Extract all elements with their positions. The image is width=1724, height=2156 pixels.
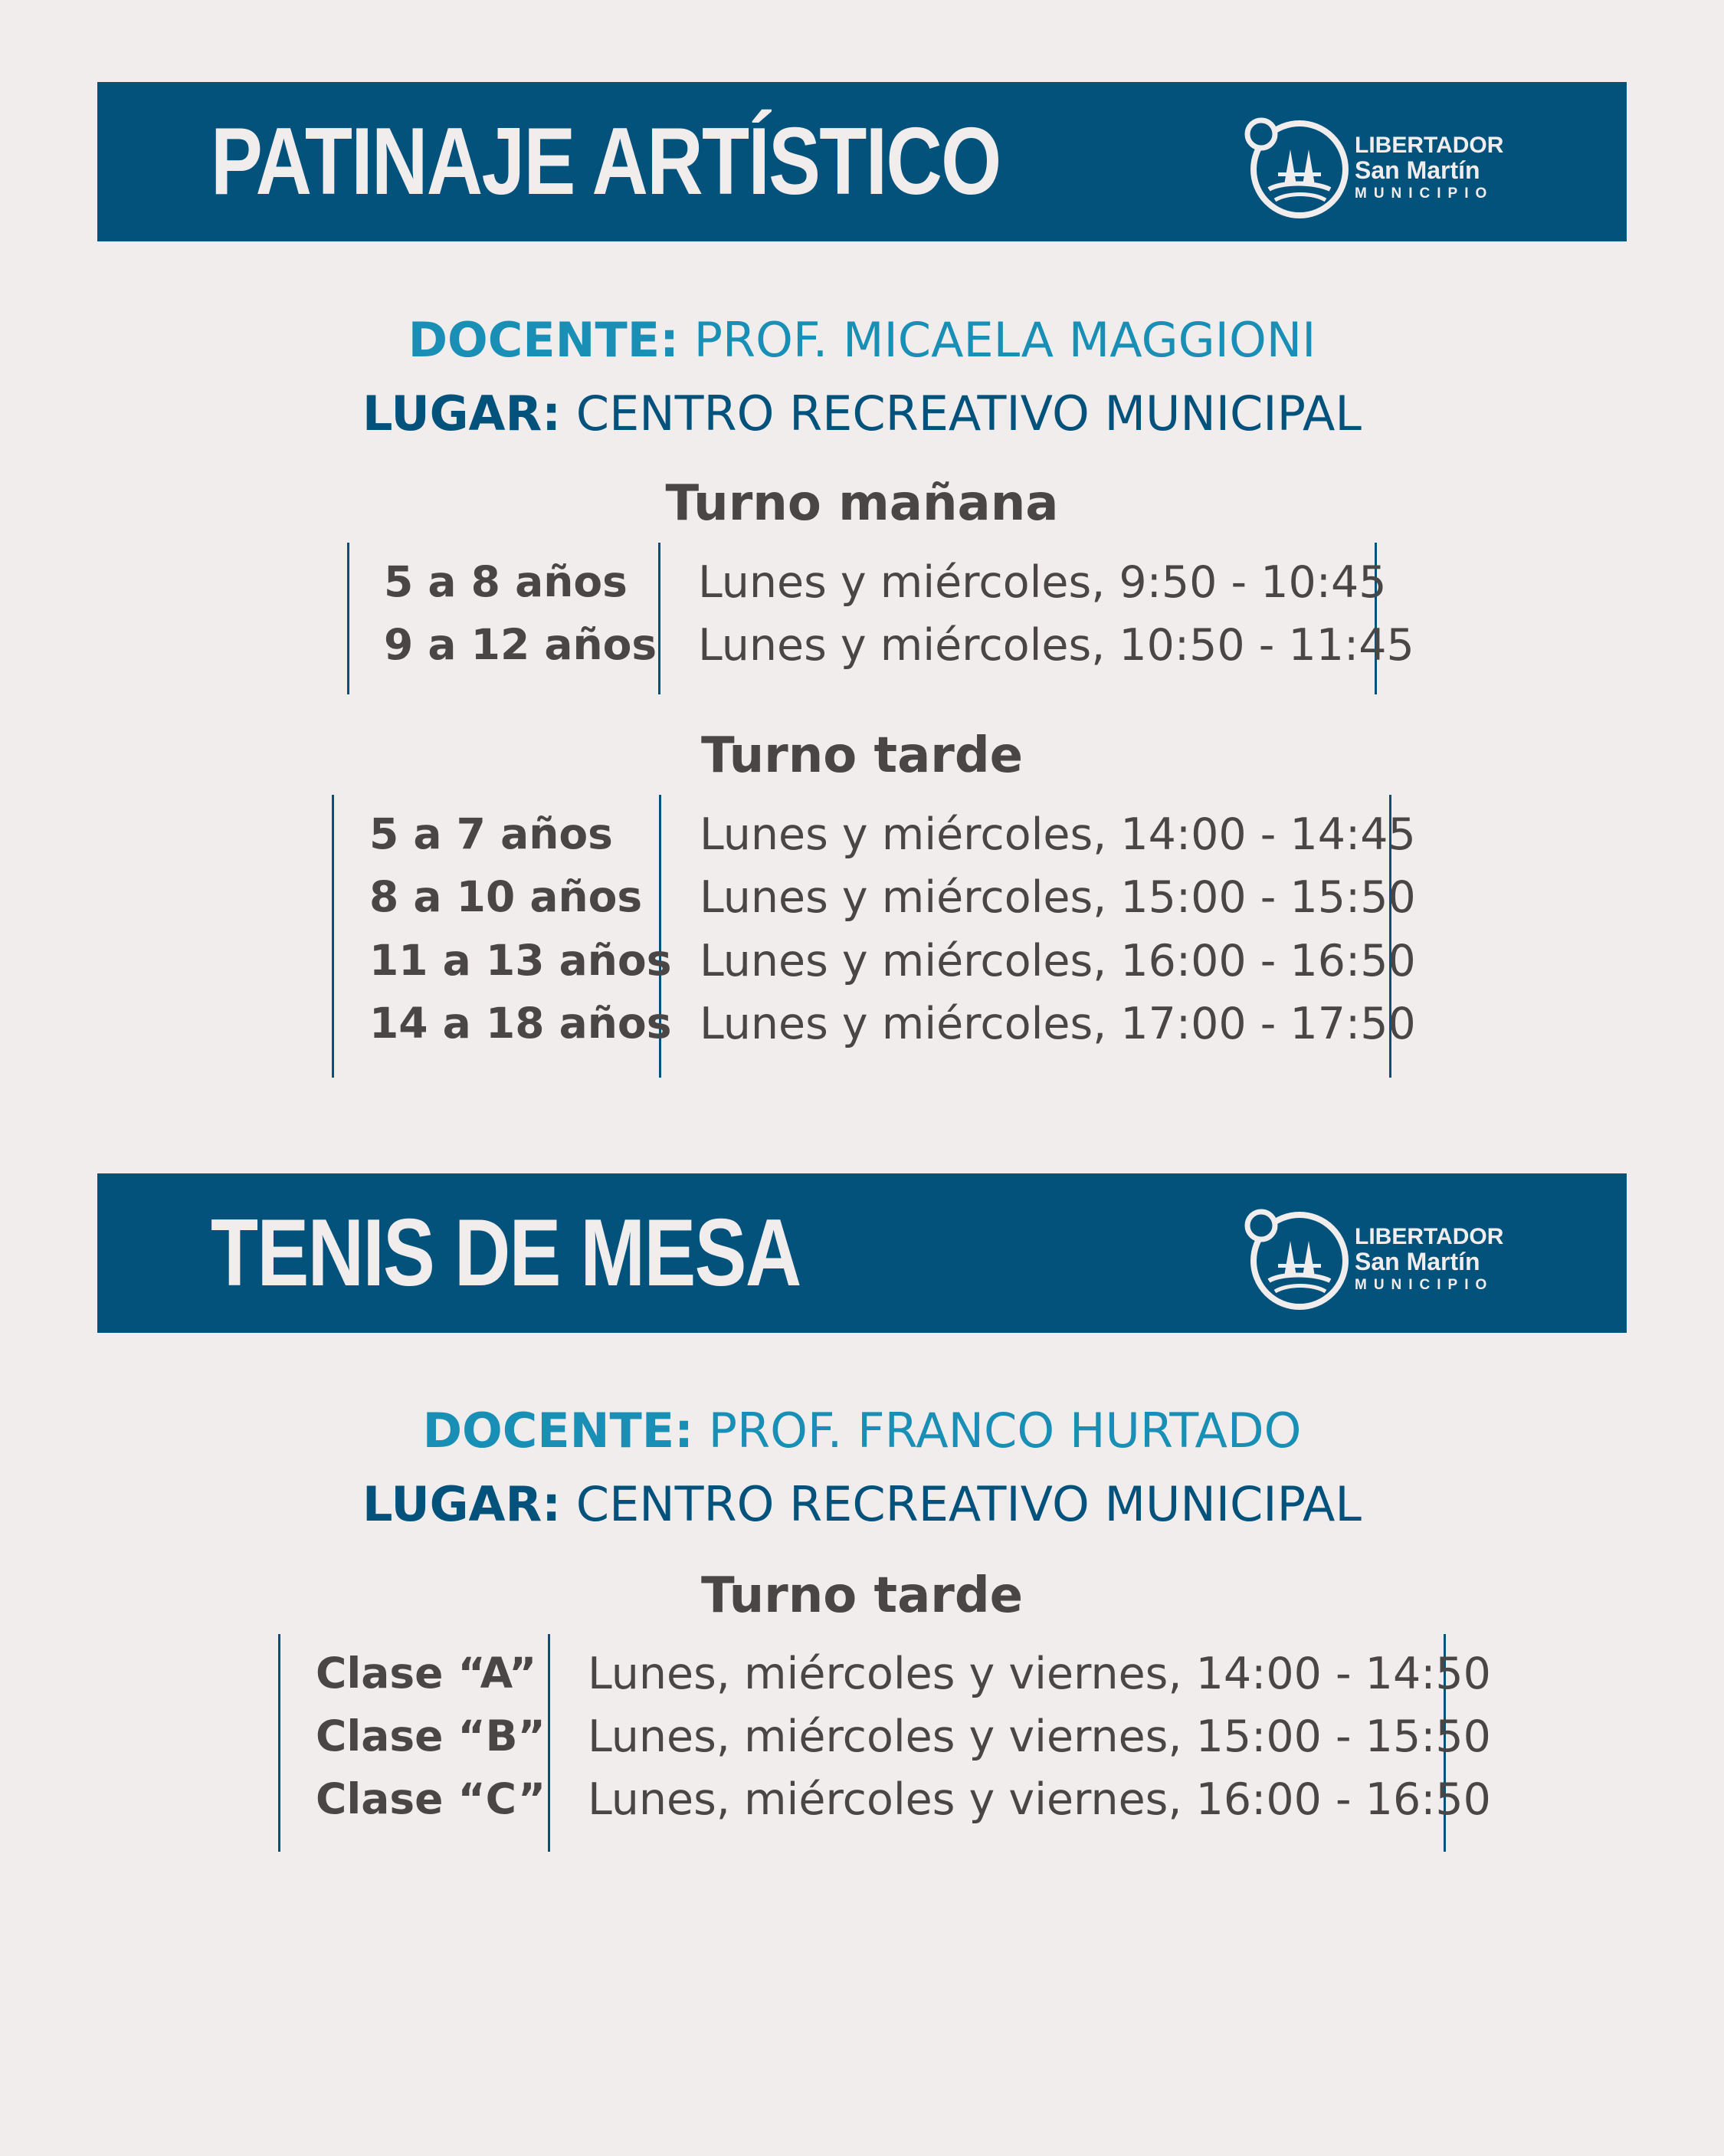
logo-line-3: MUNICIPIO (1355, 1277, 1494, 1293)
docente-line (0, 312, 1724, 368)
docente-value: PROF. MICAELA MAGGIONI (678, 312, 1316, 368)
class-label: Clase “A” (316, 1649, 537, 1698)
table-divider (658, 543, 660, 694)
schedule-text: Lunes y miércoles, 9:50 - 10:45 (698, 557, 1387, 608)
turno-heading: Turno mañana (665, 475, 1059, 532)
schedule-text: Lunes, miércoles y viernes, 16:00 - 16:50 (588, 1774, 1491, 1825)
class-label: Clase “C” (316, 1774, 546, 1823)
lugar-line (0, 386, 1724, 441)
table-divider (548, 1634, 550, 1852)
section-title: PATINAJE ARTÍSTICO (211, 109, 1001, 215)
turno-heading: Turno tarde (700, 727, 1024, 784)
schedule-text: Lunes y miércoles, 17:00 - 17:50 (700, 999, 1416, 1049)
table-border-left (347, 543, 349, 694)
docente-label: DOCENTE: (422, 1403, 693, 1459)
logo-line-1: LIBERTADOR (1355, 1224, 1504, 1249)
schedule-text: Lunes, miércoles y viernes, 14:00 - 14:50 (588, 1649, 1491, 1699)
section-banner-patinaje (97, 82, 1627, 241)
docente-value: PROF. FRANCO HURTADO (693, 1403, 1302, 1459)
lugar-line (0, 1476, 1724, 1532)
age-group-label: 5 a 7 años (369, 809, 613, 858)
lugar-value: CENTRO RECREATIVO MUNICIPAL (561, 1476, 1362, 1532)
municipio-logo (1241, 111, 1517, 218)
logo-line-2: San Martín (1355, 156, 1480, 184)
lugar-value: CENTRO RECREATIVO MUNICIPAL (561, 386, 1362, 441)
age-group-label: 9 a 12 años (384, 620, 657, 669)
class-label: Clase “B” (316, 1711, 546, 1761)
docente-label: DOCENTE: (408, 312, 679, 368)
schedule-text: Lunes y miércoles, 10:50 - 11:45 (698, 620, 1414, 671)
age-group-label: 14 a 18 años (369, 999, 672, 1048)
schedule-text: Lunes y miércoles, 16:00 - 16:50 (700, 936, 1416, 986)
section-banner-tenis (97, 1173, 1627, 1333)
schedule-text: Lunes, miércoles y viernes, 15:00 - 15:50 (588, 1711, 1491, 1762)
logo-line-3: MUNICIPIO (1355, 185, 1494, 202)
section-title: TENIS DE MESA (211, 1200, 801, 1306)
schedule-text: Lunes y miércoles, 15:00 - 15:50 (700, 872, 1416, 923)
docente-line (0, 1403, 1724, 1459)
turno-heading: Turno tarde (700, 1567, 1024, 1624)
schedule-text: Lunes y miércoles, 14:00 - 14:45 (700, 809, 1416, 860)
age-group-label: 5 a 8 años (384, 557, 628, 606)
municipio-logo (1241, 1203, 1517, 1310)
municipio-emblem-icon (1241, 111, 1349, 218)
lugar-label: LUGAR: (362, 386, 562, 441)
table-border-left (332, 795, 334, 1078)
age-group-label: 11 a 13 años (369, 936, 672, 985)
municipio-emblem-icon (1241, 1203, 1349, 1310)
logo-line-2: San Martín (1355, 1248, 1480, 1275)
age-group-label: 8 a 10 años (369, 872, 643, 921)
lugar-label: LUGAR: (362, 1476, 562, 1532)
table-border-left (278, 1634, 280, 1852)
logo-line-1: LIBERTADOR (1355, 133, 1504, 158)
